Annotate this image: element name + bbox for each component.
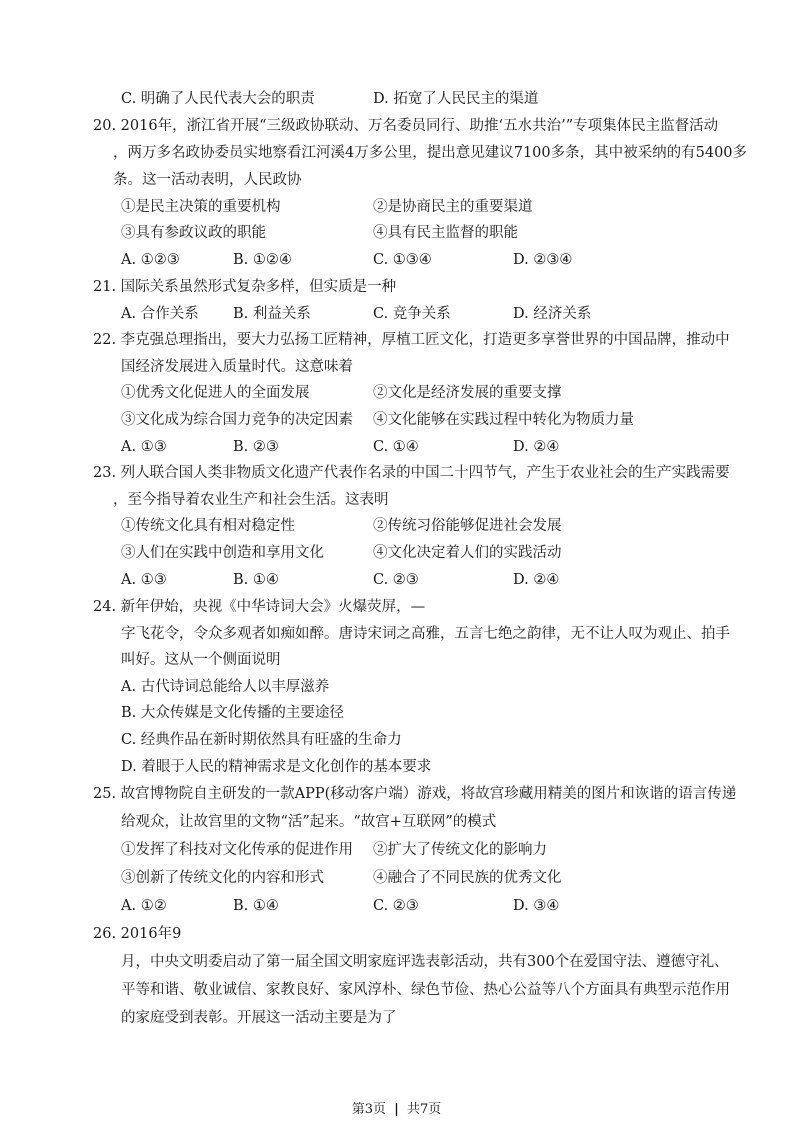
q22-statement-2: ②文化是经济发展的重要支撑 xyxy=(373,385,562,401)
q25-stem-line1: 25. 故宫博物院自主研发的一款APP(移动客户端）游戏，将故宫珍藏用精美的图片和诙谐的语言传递 xyxy=(93,786,737,802)
q20-stem-line2: ，两万多名政协委员实地察看江河溪4万多公里，提出意见建议7100多条，其中被采纳的有5400多 xyxy=(113,145,748,161)
q24-option-c: C. 经典作品在新时期依然具有旺盛的生命力 xyxy=(121,732,402,748)
q24-option-a: A. 古代诗词总能给人以丰厚滋养 xyxy=(121,679,330,695)
q20-stem-line1: 20. 2016年，浙江省开展“三级政协联动、万名委员同行、助推‘五水共治’”专项集体民主监督活动 xyxy=(93,118,719,134)
q25-option-d: D. ③④ xyxy=(513,898,560,914)
q22-statement-4: ④文化能够在实践过程中转化为物质力量 xyxy=(373,412,634,428)
q25-stem-line2: 给观众，让故宫里的文物“活”起来。“故宫+互联网”的模式 xyxy=(121,814,497,830)
q25-statement-3: ③创新了传统文化的内容和形式 xyxy=(121,870,324,886)
q26-stem-line3: 平等和谐、敬业诚信、家教良好、家风淳朴、绿色节俭、热心公益等八个方面具有典型示范作用 xyxy=(121,982,730,998)
q25-statement-4: ④融合了不同民族的优秀文化 xyxy=(373,870,562,886)
q20-statement-2: ②是协商民主的重要渠道 xyxy=(373,199,533,215)
q22-option-b: B. ②③ xyxy=(233,439,279,455)
q20-option-d: D. ②③④ xyxy=(513,252,573,268)
q22-option-a: A. ①③ xyxy=(121,439,167,455)
q24-stem-line2: 字飞花令，令众多观者如痴如醉。唐诗宋词之高雅，五言七绝之韵律，无不让人叹为观止、拍手 xyxy=(121,626,730,642)
page-total: 共7页 xyxy=(407,1102,442,1117)
q22-statement-3: ③文化成为综合国力竞争的决定因素 xyxy=(121,412,353,428)
q23-statement-2: ②传统习俗能够促进社会发展 xyxy=(373,518,562,534)
q23-statement-1: ①传统文化具有相对稳定性 xyxy=(121,518,295,534)
q20-statement-4: ④具有民主监督的职能 xyxy=(373,225,518,241)
q23-option-b: B. ①④ xyxy=(233,572,279,588)
q22-stem-line2: 国经济发展进入质量时代。这意味着 xyxy=(121,359,353,375)
q26-stem-line4: 的家庭受到表彰。开展这一活动主要是为了 xyxy=(121,1010,397,1026)
q21-option-b: B. 利益关系 xyxy=(233,306,311,322)
q20-statement-3: ③具有参政议政的职能 xyxy=(121,225,266,241)
q19-option-d: D. 拓宽了人民民主的渠道 xyxy=(373,91,539,107)
q21-stem-line1: 21. 国际关系虽然形式复杂多样，但实质是一种 xyxy=(93,279,397,295)
q20-option-b: B. ①②④ xyxy=(233,252,292,268)
q22-option-d: D. ②④ xyxy=(513,439,560,455)
q24-stem-line3: 叫好。这从一个侧面说明 xyxy=(121,652,281,668)
q25-option-a: A. ①② xyxy=(121,898,167,914)
q20-statement-1: ①是民主决策的重要机构 xyxy=(121,199,281,215)
q25-statement-1: ①发挥了科技对文化传承的促进作用 xyxy=(121,842,353,858)
q24-option-b: B. 大众传媒是文化传播的主要途径 xyxy=(121,705,344,721)
q22-option-c: C. ①④ xyxy=(373,439,419,455)
q22-statement-1: ①优秀文化促进人的全面发展 xyxy=(121,385,310,401)
q25-option-c: C. ②③ xyxy=(373,898,419,914)
q22-stem-line1: 22. 李克强总理指出，要大力弘扬工匠精神，厚植工匠文化，打造更多享誉世界的中国品牌，推动中 xyxy=(93,332,730,348)
footer-separator: | xyxy=(394,1102,399,1117)
q26-stem-line2: 月，中央文明委启动了第一届全国文明家庭评选表彰活动，共有300个在爱国守法、遵德守礼、 xyxy=(121,954,729,970)
q23-statement-4: ④文化决定着人们的实践活动 xyxy=(373,545,562,561)
q23-stem-line2: ，至今指导着农业生产和社会生活。这表明 xyxy=(113,492,389,508)
q23-stem-line1: 23. 列人联合国人类非物质文化遗产代表作名录的中国二十四节气，产生于农业社会的生产实践需要 xyxy=(93,465,730,481)
q21-option-a: A. 合作关系 xyxy=(121,306,199,322)
q25-option-b: B. ①④ xyxy=(233,898,279,914)
q24-stem-line1: 24. 新年伊始，央视《中华诗词大会》火爆荧屏，— xyxy=(93,599,426,615)
page-footer xyxy=(0,1098,793,1117)
q23-option-a: A. ①③ xyxy=(121,572,167,588)
q25-statement-2: ②扩大了传统文化的影响力 xyxy=(373,842,547,858)
q23-option-c: C. ②③ xyxy=(373,572,419,588)
q20-option-c: C. ①③④ xyxy=(373,252,432,268)
page-number: 第3页 xyxy=(351,1102,386,1117)
q23-option-d: D. ②④ xyxy=(513,572,560,588)
q20-option-a: A. ①②③ xyxy=(121,252,180,268)
q23-statement-3: ③人们在实践中创造和享用文化 xyxy=(121,545,324,561)
q21-option-d: D. 经济关系 xyxy=(513,306,592,322)
q19-option-c: C. 明确了人民代表大会的职责 xyxy=(121,91,315,107)
q20-stem-line3: 条。这一活动表明，人民政协 xyxy=(113,172,302,188)
q26-stem-line1: 26. 2016年9 xyxy=(93,926,182,942)
q21-option-c: C. 竞争关系 xyxy=(373,306,451,322)
q24-option-d: D. 着眼于人民的精神需求是文化创作的基本要求 xyxy=(121,759,432,775)
